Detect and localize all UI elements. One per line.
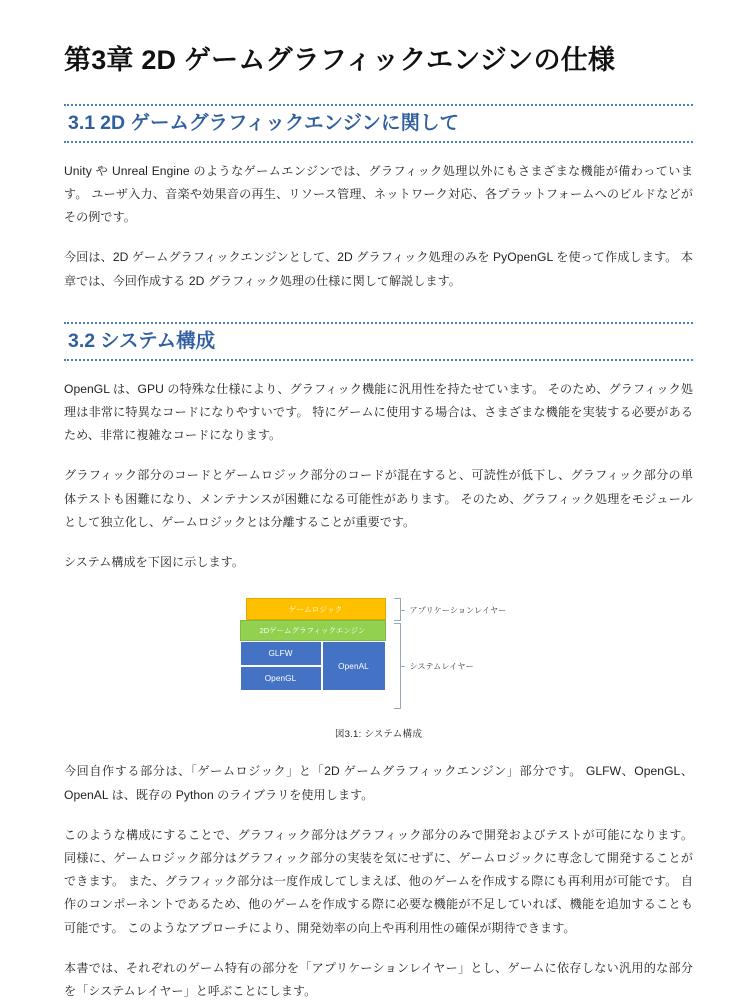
block-glfw: GLFW: [240, 641, 322, 666]
label-application-layer: アプリケーションレイヤー: [409, 606, 507, 616]
section-heading-3-1: [64, 104, 693, 143]
paragraph-3-2-4: 今回自作する部分は、「ゲームロジック」と「2D ゲームグラフィックエンジン」部分です。 GLFW、OpenGL、OpenAL は、既存の Python のライブラリを使用します。: [64, 764, 693, 802]
block-graphics-engine: 2Dゲームグラフィックエンジン: [240, 620, 386, 641]
paragraph-3-2-1: OpenGL は、GPU の特殊な仕様により、グラフィック機能に汎用性を持たせています。 そのため、グラフィック処理は非常に特異なコードになりやすいです。 特にゲームに使用する場合は、さまざまな機能を実装する必要があるため、非常に複雑なコードになります。: [64, 381, 693, 443]
paragraph-3-1-1: Unity や Unreal Engine のようなゲームエンジンでは、グラフィック処理以外にもさまざまな機能が備わっています。 ユーザ入力、音楽や効果音の再生、リソース管理、ネットワーク対応、各プラットフォームへのビルドなどがその例です。: [64, 163, 693, 225]
paragraph-3-2-5: このような構成にすることで、グラフィック部分はグラフィック部分のみで開発およびテストが可能になります。 同様に、ゲームロジック部分はグラフィック部分の実装を気にせずに、ゲームロジックに専念して開発することができます。 また、グラフィック部分は一度作成してしまえば、他のゲームを作成する際にも再利用が可能です。 自作のコンポーネントであるため、他のゲームを作成する際に必要な機能が不足していれば、機能を追加することも可能です。 このようなアプローチにより、開発効率の向上や再利用性の確保が期待できます。: [64, 827, 693, 935]
section-spacer: [64, 310, 693, 322]
figure-system-architecture: [64, 598, 693, 740]
layer-stack: [240, 598, 386, 691]
section-heading-3-2: [64, 322, 693, 361]
system-layer-blocks: [240, 641, 386, 691]
paragraph-3-2-2: グラフィック部分のコードとゲームロジック部分のコードが混在すると、可読性が低下し、グラフィック部分の単体テストも困難になり、メンテナンスが困難になる可能性があります。 そのため、グラフィック処理をモジュールとして独立化し、ゲームロジックとは分離することが重要です。: [64, 468, 693, 529]
bracket-application-layer: [394, 598, 401, 621]
label-system-layer: システムレイヤー: [409, 662, 474, 672]
paragraph-3-2-3: システム構成を下図に示します。: [64, 555, 244, 570]
paragraph-3-1-2: 今回は、2D ゲームグラフィックエンジンとして、2D グラフィック処理のみを PyOpenGL を使って作成します。 本章では、今回作成する 2D グラフィック処理の仕様に関して解説します。: [64, 250, 693, 288]
block-openal: OpenAL: [322, 641, 386, 691]
section-number-3-1: 3.1: [68, 111, 96, 134]
figure-caption: 図3.1: システム構成: [334, 729, 423, 741]
system-layer-left-column: [240, 641, 322, 691]
architecture-diagram: [234, 598, 524, 710]
paragraph-3-2-6: 本書では、それぞれのゲーム特有の部分を「アプリケーションレイヤー」とし、ゲームに依存しない汎用的な部分を「システムレイヤー」と呼ぶことにします。: [64, 960, 693, 999]
section-title-3-1: 2D ゲームグラフィックエンジンに関して: [100, 111, 460, 134]
section-number-3-2: 3.2: [68, 329, 96, 352]
section-title-3-2: システム構成: [100, 329, 216, 352]
block-game-logic: ゲームロジック: [246, 598, 386, 620]
bracket-system-layer: [394, 623, 401, 709]
chapter-title: 第3章 2D ゲームグラフィックエンジンの仕様: [64, 45, 616, 75]
block-opengl: OpenGL: [240, 666, 322, 691]
